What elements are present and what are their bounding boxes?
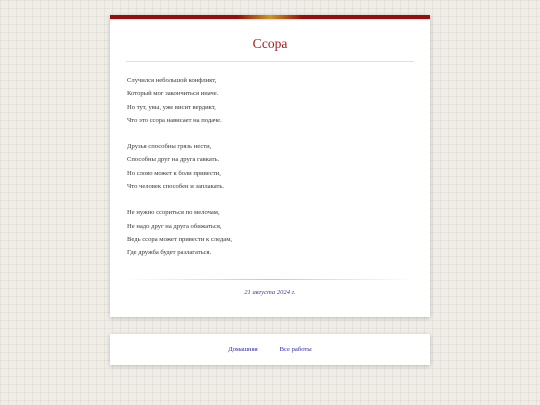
- poem-line: Не нужно ссориться по мелочам,: [127, 209, 220, 217]
- poem-title: Ссора: [252, 36, 288, 51]
- poem-line: Но слово может к боли привести,: [127, 169, 221, 177]
- poem-date: 21 августа 2024 г.: [244, 289, 296, 296]
- poem-line: Случился небольшой конфликт,: [127, 77, 217, 84]
- poem-line: Что это ссора нависает на подаче.: [127, 116, 222, 124]
- title-divider: [126, 61, 414, 62]
- poem-line: Друзья способны грязь нести,: [127, 143, 212, 151]
- poem-line: Но тут, увы, уже висит вердикт,: [127, 103, 216, 111]
- accent-bar-shadow: [110, 19, 430, 21]
- poem-card: [110, 15, 430, 317]
- all-works-link[interactable]: Все работы: [279, 346, 312, 353]
- poem-line: Не надо друг на друга обижаться,: [127, 222, 222, 230]
- date-divider: [126, 279, 414, 280]
- stanza: [127, 74, 430, 127]
- poem-line: Что человек способен и заплакать.: [127, 183, 224, 191]
- poem-line: Который мог закончиться иначе.: [127, 90, 219, 98]
- poem-line: Ведь ссора может привести к следам,: [127, 235, 233, 243]
- poem-line: Где дружба будет разлагаться.: [127, 249, 212, 257]
- poem-body: [127, 74, 430, 260]
- footer-nav: [110, 334, 430, 365]
- home-link[interactable]: Домашняя: [228, 346, 258, 353]
- poem-line: Способны друг на друга гавкать.: [127, 156, 220, 164]
- stanza: [127, 140, 430, 193]
- stanza: [127, 206, 430, 259]
